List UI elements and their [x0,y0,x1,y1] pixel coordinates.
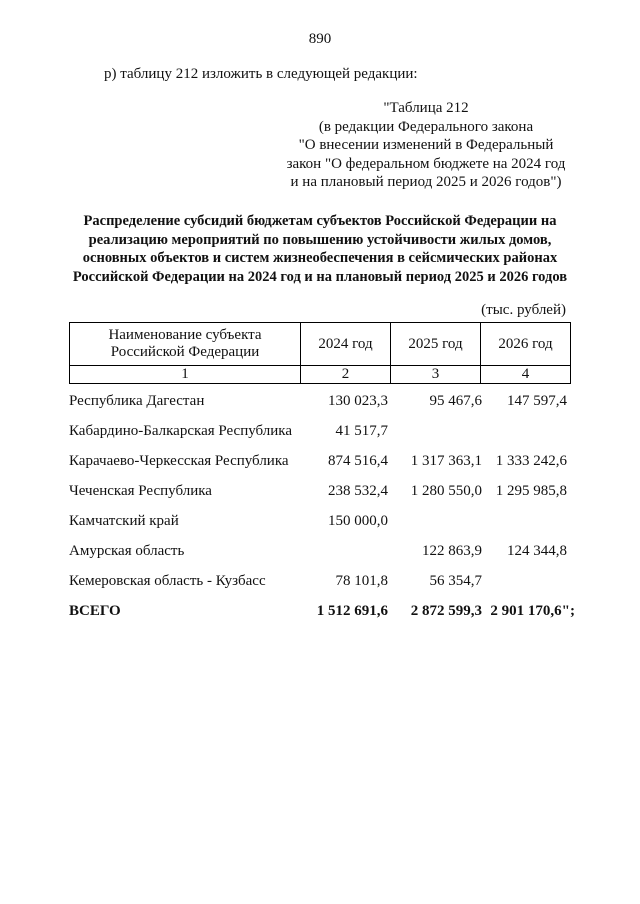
value-2025: 56 354,7 [429,573,482,589]
value-2026: 124 344,8 [507,543,567,559]
header-2026: 2026 год [481,323,571,366]
table-row [69,505,571,535]
value-2024: 150 000,0 [328,513,388,529]
header-2025: 2025 год [391,323,481,366]
region-name: Кемеровская область - Кузбасс [69,573,266,589]
table-note [266,99,586,192]
note-line: (в редакции Федерального закона [318,118,534,135]
value-2025: 122 863,9 [422,543,482,559]
value-2025: 1 317 363,1 [410,453,482,469]
region-name: Амурская область [69,543,185,559]
header-region: Наименование субъекта Российской Федерации [70,323,301,366]
intro-text: р) таблицу 212 изложить в следующей редакции: [104,66,418,82]
value-2026: 1 295 985,8 [495,483,567,499]
column-number: 4 [481,366,571,384]
column-number: 2 [301,366,391,384]
value-2026: 147 597,4 [507,393,567,409]
value-2024: 41 517,7 [335,423,388,439]
table-body [69,385,575,625]
note-line: закон "О федеральном бюджете на 2024 год [286,155,566,172]
note-line: "О внесении изменений в Федеральный [298,137,554,153]
value-2025: 95 467,6 [429,393,482,409]
total-label: ВСЕГО [69,603,121,619]
units-label: (тыс. рублей) [481,302,566,318]
value-2024: 78 101,8 [335,573,388,589]
total-2025: 2 872 599,3 [410,603,482,619]
document-title: Распределение субсидий бюджетам субъектов Российской Федерации на реализацию мероприятий по повышению устойчивости жилых домов, основных объектов и систем жизнеобеспечения в сейсмических районах Российской Федерации на 2024 год и на плановый период 2025 и 2026 годов [72,213,568,285]
value-2024: 238 532,4 [328,483,388,499]
page-number: 890 [308,31,332,47]
region-name: Чеченская Республика [69,483,212,499]
table-row [69,565,571,595]
total-row [69,595,575,625]
value-2025: 1 280 550,0 [410,483,482,499]
table-row [69,475,571,505]
region-name: Республика Дагестан [69,393,205,409]
table-row [69,445,571,475]
table-row [69,535,571,565]
column-number: 1 [70,366,301,384]
value-2024: 130 023,3 [328,393,388,409]
value-2026: 1 333 242,6 [495,453,567,469]
column-number: 3 [391,366,481,384]
region-name: Кабардино-Балкарская Республика [69,423,293,439]
region-name: Камчатский край [69,513,179,529]
total-2026: 2 901 170,6"; [490,603,575,619]
table-row [69,385,571,415]
header-2024: 2024 год [301,323,391,366]
total-2024: 1 512 691,6 [316,603,388,619]
value-2024: 874 516,4 [328,453,388,469]
note-line: и на плановый период 2025 и 2026 годов") [290,174,562,190]
note-line: "Таблица 212 [383,100,469,116]
region-name: Карачаево-Черкесская Республика [69,453,289,469]
table-row [69,415,571,445]
table-header [69,322,571,384]
